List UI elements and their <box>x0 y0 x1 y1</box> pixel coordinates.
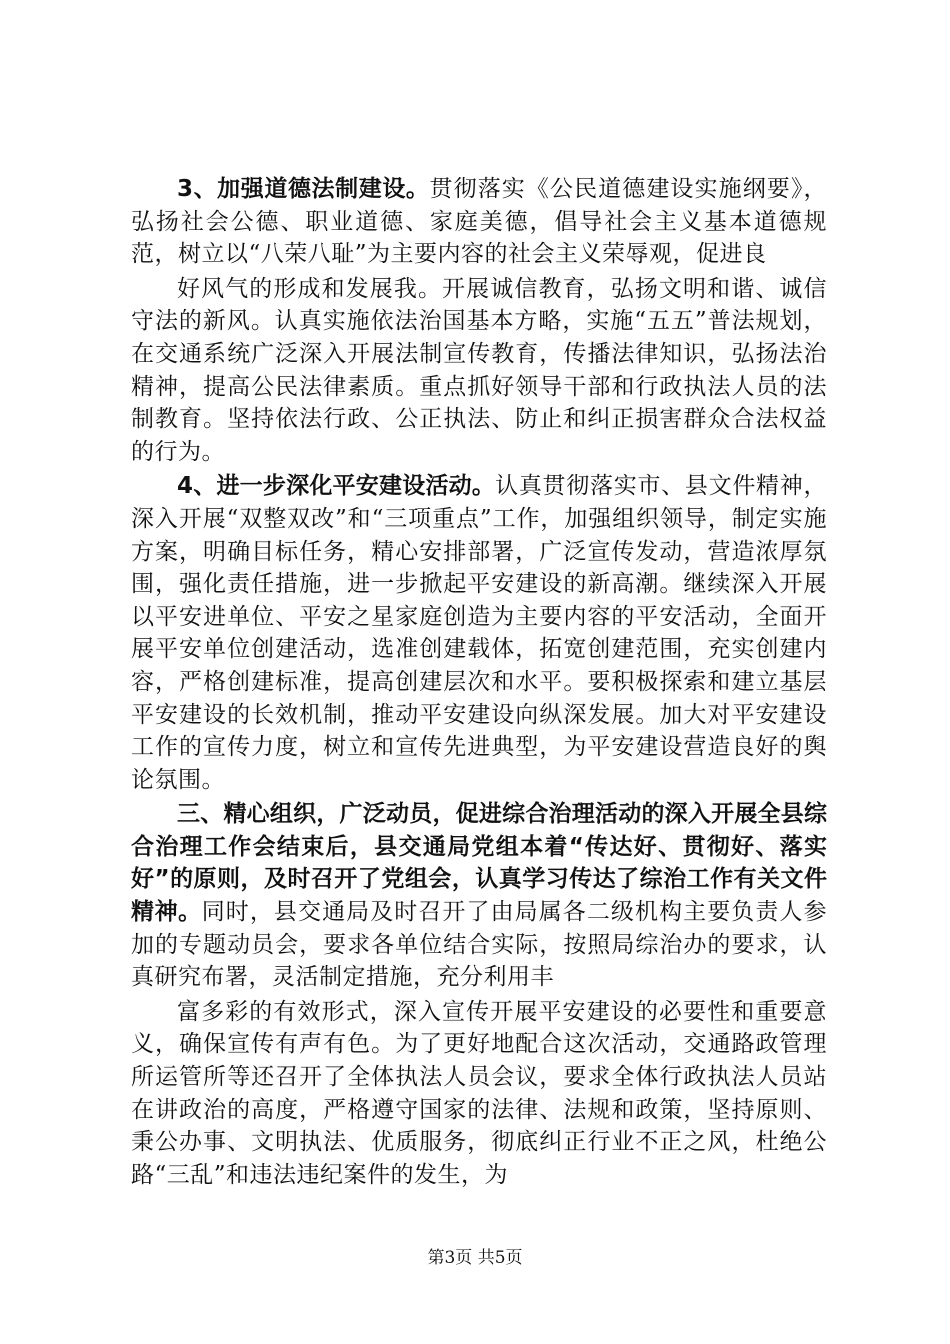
paragraph-text: 同时，县交通局及时召开了由局属各二级机构主要负责人参加的专题动员会，要求各单位结合实际，按照局综治办的要求，认真研究布署，灵活制定措施，充分利用丰 <box>131 899 828 991</box>
paragraph-moral-legal <box>131 173 827 271</box>
paragraph-text: 富多彩的有效形式，深入宣传开展平安建设的必要性和重要意义，确保宣传有声有色。为了更好地配合这次活动，交通路政管理所运管所等还召开了全体执法人员会议，要求全体行政执法人员站在讲政治的高度，严格遵守国家的法律、法规和政策，坚持原则、秉公办事、文明执法、优质服务，彻底纠正行业不正之风，杜绝公路“三乱”和违法违纪案件的发生，为 <box>131 998 827 1188</box>
paragraph-continuation <box>131 996 827 1192</box>
paragraph-section-three <box>131 798 827 994</box>
paragraph-heading: 三、精心组织，广泛动员，促进综合治理活动的深入开展全县综合治理工作会结束后，县交通局党组本着“传达好、贯彻好、落实好”的原则，及时召开了党组会，认真学习传达了综治工作有关文件精神。 <box>131 801 827 926</box>
paragraph-text: 贯彻落实《公民道德建设实施纲要》，弘扬社会公德、职业道德、家庭美德，倡导社会主义基本道德规范，树立以“八荣八耻”为主要内容的社会主义荣辱观，促进良 <box>131 176 827 268</box>
document-body <box>131 173 827 1191</box>
paragraph-heading: 4、进一步深化平安建设活动。 <box>177 473 496 500</box>
paragraph-continuation <box>131 273 827 469</box>
paragraph-text: 认真贯彻落实市、县文件精神，深入开展“双整双改”和“三项重点”工作，加强组织领导，制定实施方案，明确目标任务，精心安排部署，广泛宣传发动，营造浓厚氛围，强化责任措施，进一步掀起平安建设的新高潮。继续深入开展以平安进单位、平安之星家庭创造为主要内容的平安活动，全面开展平安单位创建活动，选准创建载体，拓宽创建范围，充实创建内容，严格创建标准，提高创建层次和水平。要积极探索和建立基层平安建设的长效机制，推动平安建设向纵深发展。加大对平安建设工作的宣传力度，树立和宣传先进典型，为平安建设营造良好的舆论氛围。 <box>131 473 827 793</box>
paragraph-text: 好风气的形成和发展我。开展诚信教育，弘扬文明和谐、诚信守法的新风。认真实施依法治国基本方略，实施“五五”普法规划，在交通系统广泛深入开展法制宣传教育，传播法律知识，弘扬法治精神，提高公民法律素质。重点抓好领导干部和行政执法人员的法制教育。坚持依法行政、公正执法、防止和纠正损害群众合法权益的行为。 <box>131 275 827 465</box>
paragraph-heading: 3、加强道德法制建设。 <box>177 176 430 202</box>
paragraph-safety-building <box>131 470 827 796</box>
page-number: 第3页 共5页 <box>427 1248 523 1268</box>
